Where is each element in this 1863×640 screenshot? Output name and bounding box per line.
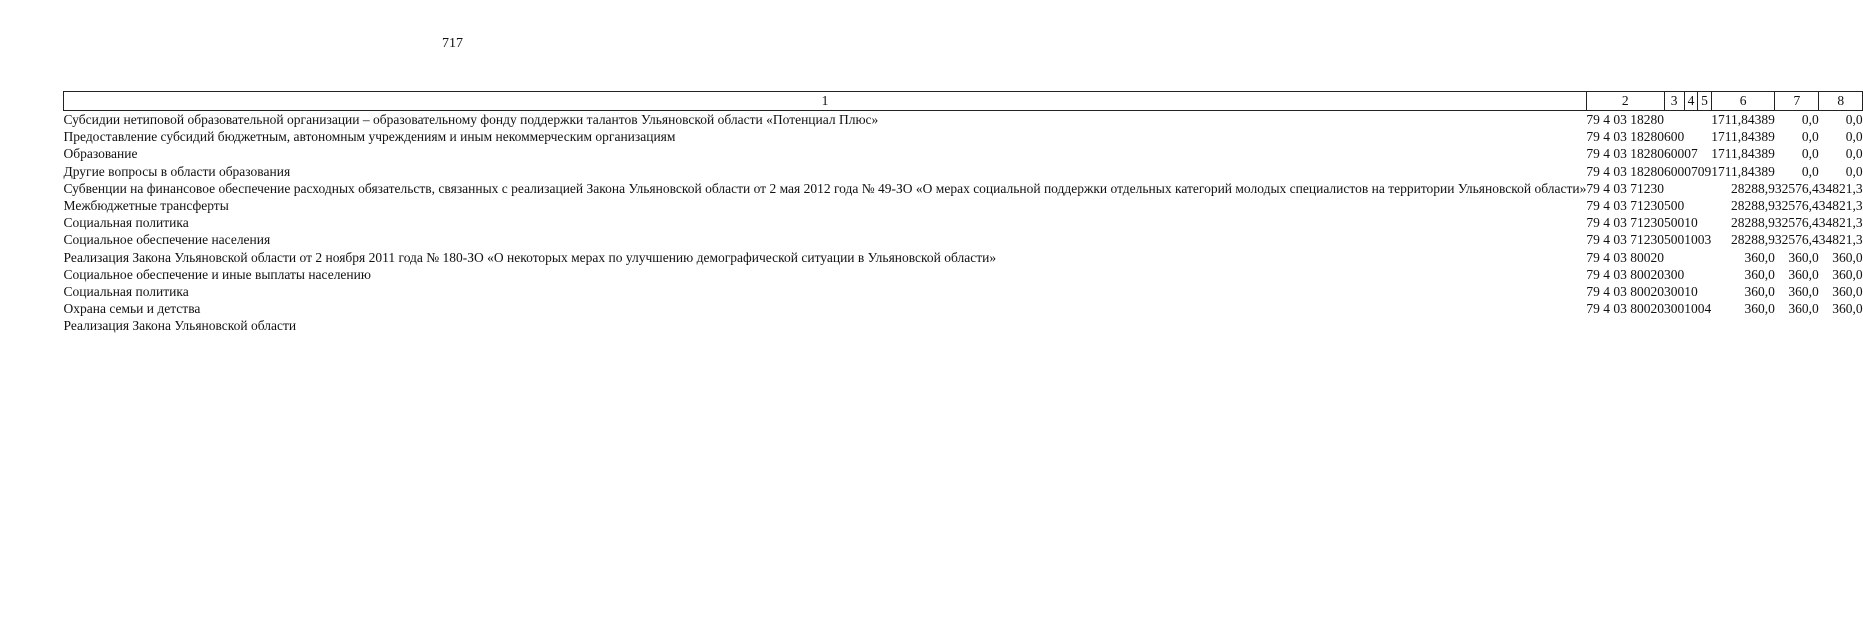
row-code: 79 4 03 71230: [1586, 232, 1664, 248]
row-code: 79 4 03 18280: [1586, 129, 1664, 145]
row-vr: 600: [1664, 163, 1685, 179]
row-name: Социальное обеспечение и иные выплаты населению: [63, 266, 371, 282]
row-value-6: 360,0: [1744, 266, 1775, 282]
table-row: [64, 128, 1863, 145]
row-pr: [1698, 145, 1712, 162]
row-rz: [1684, 111, 1698, 129]
row-name: Субвенции на финансовое обеспечение расходных обязательств, связанных с реализацией Закона Ульяновской области от 2 мая 2012 года № 49-ЗО «О мерах социальной поддержки отдельных категорий молодых специалистов на территории Ульяновской области»: [63, 180, 1587, 196]
row-code: 79 4 03 18280: [1586, 112, 1664, 127]
row-value-7: 0,0: [1801, 112, 1819, 127]
row-pr: 04: [1697, 301, 1712, 317]
row-code: 79 4 03 80020: [1586, 266, 1664, 282]
table-row: [64, 231, 1863, 248]
header-col-2: 2: [1586, 92, 1664, 111]
row-value-8: 0,0: [1845, 163, 1863, 179]
row-rz: [1684, 128, 1698, 145]
row-value-8: 34821,3: [1818, 198, 1863, 214]
row-code: 79 4 03 71230: [1586, 198, 1664, 214]
row-pr: [1698, 283, 1712, 300]
row-vr: [1664, 180, 1684, 197]
row-value-6: 28288,9: [1731, 215, 1775, 231]
row-value-8: 34821,3: [1818, 180, 1863, 196]
row-vr: 300: [1664, 266, 1685, 282]
table-row: [64, 300, 1863, 317]
row-name: Межбюджетные трансферты: [63, 198, 229, 214]
row-code: 79 4 03 71230: [1586, 180, 1664, 196]
row-rz: 10: [1684, 215, 1698, 231]
row-rz: 10: [1684, 284, 1698, 300]
row-name: Реализация Закона Ульяновской области от 2 ноября 2011 года № 180-ЗО «О некоторых мерах по улучшению демографической ситуации в Ульяновской области»: [63, 249, 997, 265]
row-value-7: 360,0: [1788, 284, 1819, 300]
row-value-7: 0,0: [1801, 129, 1819, 145]
row-vr: 500: [1664, 198, 1685, 214]
table-row: [64, 145, 1863, 162]
header-col-3: 3: [1664, 92, 1684, 111]
row-vr: [1664, 249, 1684, 266]
row-code: [1586, 317, 1664, 334]
row-value-8: 360,0: [1832, 249, 1863, 265]
table-row: [64, 180, 1863, 197]
row-rz: [1684, 180, 1698, 197]
table-row: [64, 197, 1863, 214]
row-value-6: 1711,84389: [1711, 146, 1775, 162]
row-pr: [1698, 214, 1712, 231]
row-code: 79 4 03 18280: [1586, 146, 1664, 162]
header-col-4: 4: [1684, 92, 1698, 111]
header-col-8: 8: [1819, 92, 1863, 111]
row-value-6: [1711, 317, 1775, 334]
header-col-1: 1: [64, 92, 1587, 111]
row-value-7: 0,0: [1801, 163, 1819, 179]
row-name: Охрана семьи и детства: [63, 301, 201, 317]
table-row: [64, 283, 1863, 300]
row-value-8: 360,0: [1832, 284, 1863, 300]
row-code: 79 4 03 80020: [1586, 284, 1664, 300]
row-code: 79 4 03 18280: [1586, 163, 1664, 179]
row-vr: 500: [1664, 232, 1685, 248]
row-vr: 500: [1664, 215, 1685, 231]
row-pr: [1698, 197, 1712, 214]
row-value-8: 34821,3: [1818, 215, 1863, 231]
row-rz: [1684, 317, 1698, 334]
row-value-8: 360,0: [1832, 301, 1863, 317]
page-number: 717: [442, 36, 463, 51]
table-header: [64, 92, 1863, 111]
row-vr: 300: [1664, 301, 1685, 317]
table-row: [64, 266, 1863, 283]
row-pr: [1698, 249, 1712, 266]
row-value-6: 28288,9: [1731, 180, 1775, 196]
row-value-7: 32576,4: [1774, 232, 1819, 248]
row-value-7: 32576,4: [1774, 215, 1819, 231]
row-rz: [1684, 197, 1698, 214]
row-code: 79 4 03 80020: [1586, 249, 1664, 265]
row-vr: 600: [1664, 146, 1685, 162]
row-value-8: 34821,3: [1818, 232, 1863, 248]
row-code: 79 4 03 71230: [1586, 215, 1664, 231]
row-value-7: [1775, 317, 1819, 334]
row-value-6: 28288,9: [1731, 198, 1775, 214]
row-pr: 09: [1697, 163, 1712, 179]
row-value-7: 0,0: [1801, 146, 1819, 162]
row-value-8: 0,0: [1845, 112, 1863, 127]
row-value-6: 360,0: [1744, 301, 1775, 317]
row-code: 79 4 03 80020: [1586, 301, 1664, 317]
row-value-8: 360,0: [1832, 266, 1863, 282]
row-name: Предоставление субсидий бюджетным, автономным учреждениям и иным некоммерческим организациям: [63, 129, 676, 145]
row-value-6: 1711,84389: [1711, 129, 1775, 145]
row-name: Социальное обеспечение населения: [63, 232, 271, 248]
table-body: [64, 111, 1863, 335]
row-name: Субсидии нетиповой образовательной организации – образовательному фонду поддержки талантов Ульяновской области «Потенциал Плюс»: [63, 112, 879, 127]
row-value-8: 0,0: [1845, 129, 1863, 145]
row-value-7: 32576,4: [1774, 180, 1819, 196]
row-value-6: 28288,9: [1731, 232, 1775, 248]
table-row: [64, 214, 1863, 231]
table-row: [64, 317, 1863, 334]
row-pr: 03: [1697, 232, 1712, 248]
row-rz: 10: [1684, 301, 1698, 317]
table-row: [64, 111, 1863, 129]
table-row: [64, 163, 1863, 180]
header-row: [64, 92, 1863, 111]
row-name: Другие вопросы в области образования: [63, 163, 291, 179]
row-name: Образование: [63, 146, 138, 162]
row-pr: [1698, 317, 1712, 334]
row-vr: [1664, 317, 1684, 334]
row-name: Социальная политика: [63, 215, 189, 231]
row-name: Социальная политика: [63, 284, 189, 300]
row-rz: [1684, 266, 1698, 283]
row-rz: 07: [1684, 163, 1698, 179]
row-value-6: 1711,84389: [1711, 163, 1775, 179]
row-rz: [1684, 249, 1698, 266]
row-value-8: 0,0: [1845, 146, 1863, 162]
row-vr: 300: [1664, 284, 1685, 300]
row-pr: [1698, 128, 1712, 145]
row-value-7: 360,0: [1788, 301, 1819, 317]
row-pr: [1698, 111, 1712, 129]
row-name: Реализация Закона Ульяновской области: [63, 318, 297, 334]
row-value-6: 360,0: [1744, 249, 1775, 265]
row-pr: [1698, 180, 1712, 197]
header-col-5: 5: [1698, 92, 1712, 111]
header-col-6: 6: [1711, 92, 1775, 111]
row-value-6: 1711,84389: [1711, 112, 1775, 127]
row-value-7: 360,0: [1788, 266, 1819, 282]
row-vr: [1664, 111, 1684, 129]
table-row: [64, 249, 1863, 266]
row-value-8: [1819, 317, 1863, 334]
header-col-7: 7: [1775, 92, 1819, 111]
row-rz: 10: [1684, 232, 1698, 248]
row-value-7: 360,0: [1788, 249, 1819, 265]
row-value-6: 360,0: [1744, 284, 1775, 300]
row-vr: 600: [1664, 129, 1685, 145]
row-pr: [1698, 266, 1712, 283]
row-value-7: 32576,4: [1774, 198, 1819, 214]
budget-table: [63, 91, 1863, 335]
row-rz: 07: [1684, 146, 1698, 162]
